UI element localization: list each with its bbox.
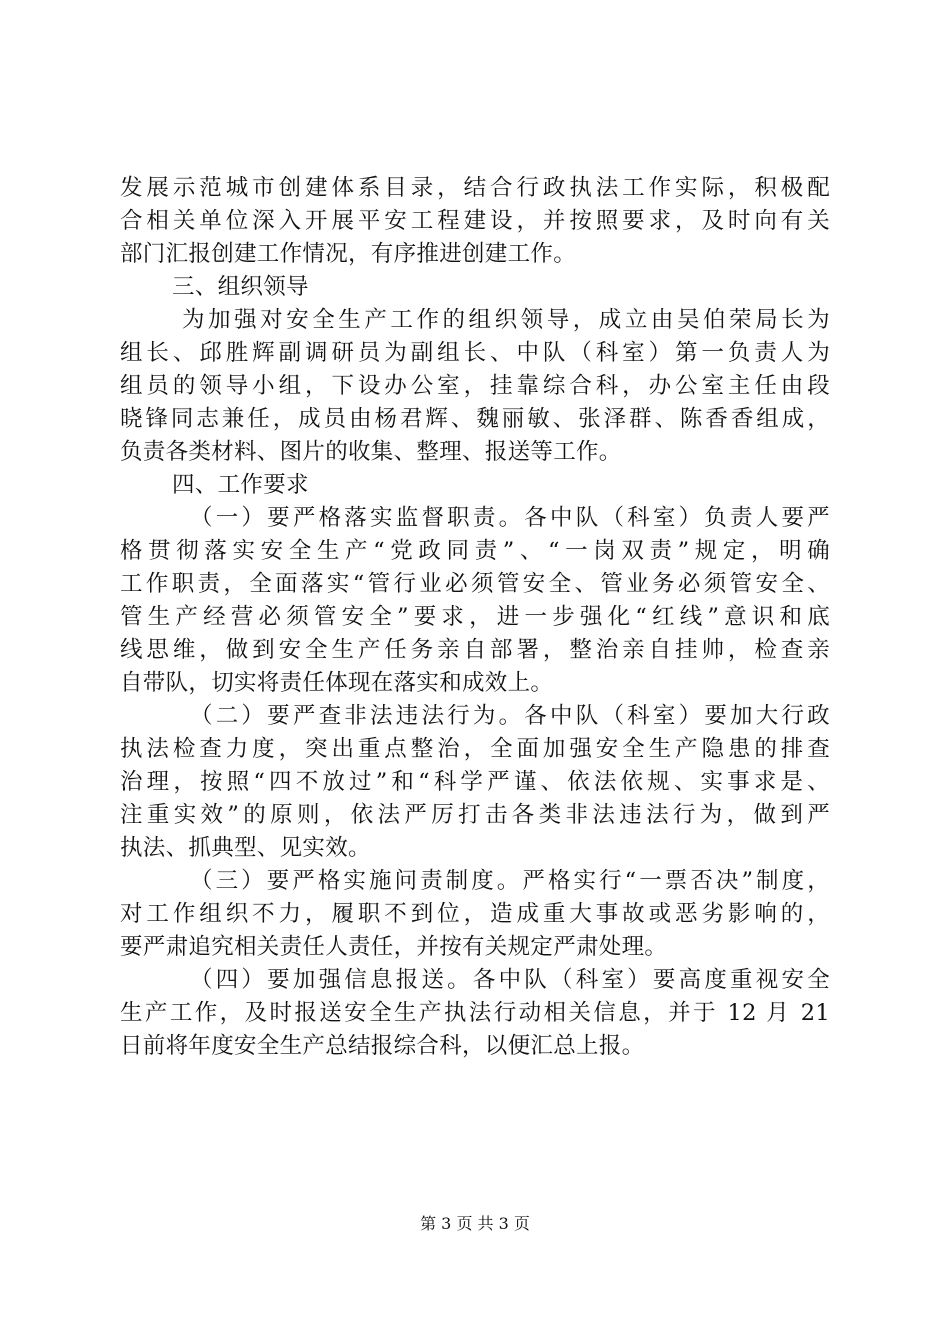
text-line: 管生产经营必须管安全”要求，进一步强化“红线”意识和底 <box>120 604 830 630</box>
text-line: 对工作组织不力，履职不到位，造成重大事故或恶劣影响的， <box>120 901 830 927</box>
text-line: 合相关单位深入开展平安工程建设，并按照要求，及时向有关 <box>120 208 830 234</box>
text-line: 执法检查力度，突出重点整治，全面加强安全生产隐患的排查 <box>120 736 830 762</box>
text-line: （三）要严格实施问责制度。严格实行“一票否决”制度， <box>190 868 830 894</box>
text-line: （二）要严查非法违法行为。各中队（科室）要加大行政 <box>190 703 830 729</box>
text-line: 为加强对安全生产工作的组织领导，成立由吴伯荣局长为 <box>182 307 830 333</box>
text-line: 工作职责，全面落实“管行业必须管安全、管业务必须管安全、 <box>120 571 830 597</box>
document-body <box>120 172 830 1063</box>
text-line: 注重实效”的原则，依法严厉打击各类非法违法行为，做到严 <box>120 802 830 828</box>
text-line: 发展示范城市创建体系目录，结合行政执法工作实际，积极配 <box>120 175 830 201</box>
text-line: 日前将年度安全生产总结报综合科，以便汇总上报。 <box>120 1033 645 1059</box>
text-line: 治理，按照“四不放过”和“科学严谨、依法依规、实事求是、 <box>120 769 830 795</box>
text-line: 要严肃追究相关责任人责任，并按有关规定严肃处理。 <box>120 934 668 960</box>
text-line: 组长、邱胜辉副调研员为副组长、中队（科室）第一负责人为 <box>120 340 830 366</box>
section-heading: 三、组织领导 <box>172 274 309 300</box>
text-line: 组员的领导小组，下设办公室，挂靠综合科，办公室主任由段 <box>120 373 830 399</box>
text-line: 晓锋同志兼任，成员由杨君辉、魏丽敏、张泽群、陈香香组成， <box>120 406 830 432</box>
page-number-footer: 第 3 页 共 3 页 <box>420 1214 530 1233</box>
text-line: 格贯彻落实安全生产“党政同责”、“一岗双责”规定，明确 <box>120 538 830 564</box>
text-line: 负责各类材料、图片的收集、整理、报送等工作。 <box>120 439 622 465</box>
text-line: 部门汇报创建工作情况，有序推进创建工作。 <box>120 241 577 267</box>
text-line: 生产工作，及时报送安全生产执法行动相关信息，并于 12 月 21 <box>120 1000 830 1026</box>
text-line: 自带队，切实将责任体现在落实和成效上。 <box>120 670 554 696</box>
text-line: 线思维，做到安全生产任务亲自部署，整治亲自挂帅，检查亲 <box>120 637 830 663</box>
text-line: 执法、抓典型、见实效。 <box>120 835 371 861</box>
text-line: （一）要严格落实监督职责。各中队（科室）负责人要严 <box>190 505 830 531</box>
section-heading: 四、工作要求 <box>172 472 309 498</box>
text-line: （四）要加强信息报送。各中队（科室）要高度重视安全 <box>190 967 830 993</box>
